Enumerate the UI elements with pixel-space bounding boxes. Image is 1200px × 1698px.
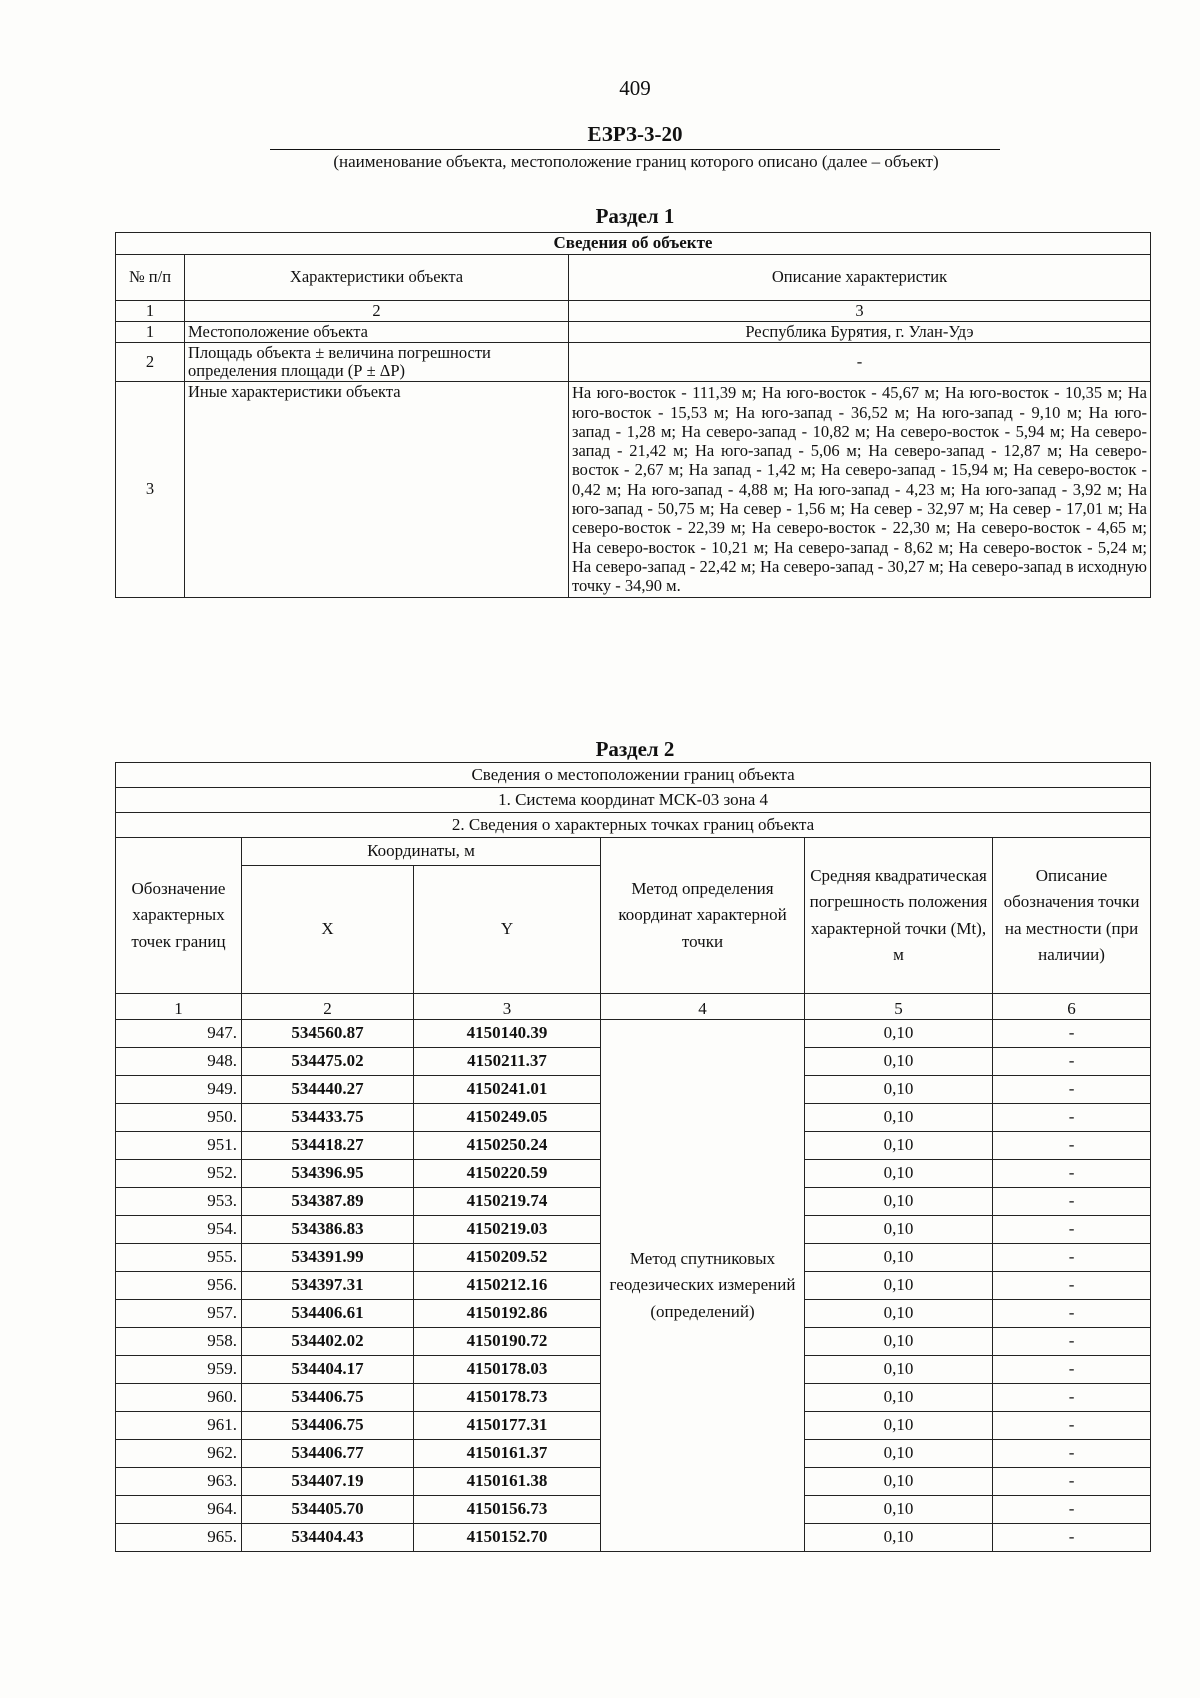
col-header-number: № п/п [116, 254, 185, 300]
point-description: - [993, 1356, 1151, 1384]
point-id: 956. [116, 1272, 242, 1300]
col-number: 1 [116, 300, 185, 321]
point-description: - [993, 1020, 1151, 1048]
point-description: - [993, 1244, 1151, 1272]
point-id: 947. [116, 1020, 242, 1048]
point-accuracy: 0,10 [805, 1020, 993, 1048]
point-y: 4150250.24 [414, 1132, 601, 1160]
point-y: 4150209.52 [414, 1244, 601, 1272]
point-y: 4150161.37 [414, 1440, 601, 1468]
point-x: 534406.75 [242, 1412, 414, 1440]
object-info-table [115, 232, 1151, 598]
point-x: 534397.31 [242, 1272, 414, 1300]
point-x: 534560.87 [242, 1020, 414, 1048]
col-number: 2 [185, 300, 569, 321]
col-header-characteristics: Характеристики объекта [185, 254, 569, 300]
point-description: - [993, 1524, 1151, 1552]
col-number: 6 [993, 994, 1151, 1020]
section-2-title: Раздел 2 [595, 737, 675, 761]
point-x: 534391.99 [242, 1244, 414, 1272]
point-y: 4150219.74 [414, 1188, 601, 1216]
col-header-description: Описание характеристик [569, 254, 1151, 300]
point-x: 534404.17 [242, 1356, 414, 1384]
point-accuracy: 0,10 [805, 1104, 993, 1132]
point-description: - [993, 1048, 1151, 1076]
point-x: 534386.83 [242, 1216, 414, 1244]
point-description: - [993, 1076, 1151, 1104]
point-y: 4150249.05 [414, 1104, 601, 1132]
point-id: 962. [116, 1440, 242, 1468]
col-number: 4 [601, 994, 805, 1020]
info-line: Сведения о местоположении границ объекта [116, 763, 1151, 788]
point-description: - [993, 1188, 1151, 1216]
point-x: 534440.27 [242, 1076, 414, 1104]
header-point-designation: Обозначение характерных точек границ [116, 838, 242, 994]
point-description: - [993, 1104, 1151, 1132]
point-accuracy: 0,10 [805, 1356, 993, 1384]
table-row [116, 321, 1151, 342]
boundary-points-table [115, 762, 1151, 1552]
point-accuracy: 0,10 [805, 1412, 993, 1440]
point-y: 4150212.16 [414, 1272, 601, 1300]
point-accuracy: 0,10 [805, 1468, 993, 1496]
point-x: 534387.89 [242, 1188, 414, 1216]
point-description: - [993, 1496, 1151, 1524]
table-title: Сведения об объекте [116, 233, 1151, 255]
header-coordinates: Координаты, м [242, 838, 601, 866]
point-x: 534405.70 [242, 1496, 414, 1524]
point-description: - [993, 1412, 1151, 1440]
point-accuracy: 0,10 [805, 1300, 993, 1328]
point-id: 964. [116, 1496, 242, 1524]
point-y: 4150211.37 [414, 1048, 601, 1076]
row-number: 1 [116, 321, 185, 342]
header-y: Y [414, 866, 601, 994]
point-id: 958. [116, 1328, 242, 1356]
point-x: 534475.02 [242, 1048, 414, 1076]
point-y: 4150177.31 [414, 1412, 601, 1440]
col-number: 5 [805, 994, 993, 1020]
point-id: 953. [116, 1188, 242, 1216]
col-number: 3 [569, 300, 1151, 321]
point-id: 949. [116, 1076, 242, 1104]
point-description: - [993, 1468, 1151, 1496]
point-description: - [993, 1440, 1151, 1468]
point-description: - [993, 1384, 1151, 1412]
point-id: 952. [116, 1160, 242, 1188]
point-description: - [993, 1216, 1151, 1244]
point-x: 534418.27 [242, 1132, 414, 1160]
row-number: 3 [116, 382, 185, 597]
header-method: Метод определения координат характерной точки [601, 838, 805, 994]
row-name: Местоположение объекта [185, 321, 569, 342]
point-y: 4150178.73 [414, 1384, 601, 1412]
point-id: 954. [116, 1216, 242, 1244]
point-accuracy: 0,10 [805, 1160, 993, 1188]
point-y: 4150140.39 [414, 1020, 601, 1048]
row-number: 2 [116, 342, 185, 381]
point-accuracy: 0,10 [805, 1216, 993, 1244]
point-accuracy: 0,10 [805, 1048, 993, 1076]
point-x: 534407.19 [242, 1468, 414, 1496]
point-x: 534404.43 [242, 1524, 414, 1552]
point-x: 534406.61 [242, 1300, 414, 1328]
header-x: X [242, 866, 414, 994]
point-id: 955. [116, 1244, 242, 1272]
point-accuracy: 0,10 [805, 1524, 993, 1552]
point-description: - [993, 1160, 1151, 1188]
point-id: 965. [116, 1524, 242, 1552]
point-description: - [993, 1328, 1151, 1356]
point-y: 4150156.73 [414, 1496, 601, 1524]
section-1-title: Раздел 1 [595, 204, 675, 228]
point-y: 4150219.03 [414, 1216, 601, 1244]
header-description: Описание обозначения точки на местности (при наличии) [993, 838, 1151, 994]
point-id: 950. [116, 1104, 242, 1132]
table-row [116, 342, 1151, 381]
page-number: 409 [619, 76, 651, 100]
point-description: - [993, 1300, 1151, 1328]
point-accuracy: 0,10 [805, 1272, 993, 1300]
object-caption: (наименование объекта, местоположение границ которого описано (далее – объект) [333, 152, 939, 171]
point-id: 961. [116, 1412, 242, 1440]
row-name: Площадь объекта ± величина погрешности определения площади (Р ± ΔР) [185, 342, 569, 381]
point-x: 534396.95 [242, 1160, 414, 1188]
point-x: 534406.77 [242, 1440, 414, 1468]
point-description: - [993, 1272, 1151, 1300]
point-y: 4150220.59 [414, 1160, 601, 1188]
row-value: - [569, 342, 1151, 381]
point-x: 534406.75 [242, 1384, 414, 1412]
point-y: 4150241.01 [414, 1076, 601, 1104]
point-x: 534402.02 [242, 1328, 414, 1356]
point-x: 534433.75 [242, 1104, 414, 1132]
point-accuracy: 0,10 [805, 1188, 993, 1216]
point-description: - [993, 1132, 1151, 1160]
point-accuracy: 0,10 [805, 1384, 993, 1412]
method-value: Метод спутниковых геодезических измерений (определений) [601, 1020, 805, 1552]
point-y: 4150178.03 [414, 1356, 601, 1384]
point-accuracy: 0,10 [805, 1328, 993, 1356]
row-value: На юго-восток - 111,39 м; На юго-восток - 45,67 м; На юго-восток - 10,35 м; На юго-восток - 15,53 м; На юго-запад - 36,52 м; На юго-запад - 9,10 м; На юго-запад - 1,28 м; На северо-запад - 10,82 м; На северо-восток - 5,94 м; На северо-запад - 21,42 м; На юго-запад - 5,06 м; На северо-запад - 12,87 м; На северо-восток - 2,67 м; На запад - 1,42 м; На северо-запад - 15,94 м; На северо-восток - 0,42 м; На юго-запад - 4,88 м; На юго-запад - 4,23 м; На юго-запад - 3,92 м; На юго-запад - 50,75 м; На север - 1,56 м; На север - 32,97 м; На север - 17,01 м; На северо-восток - 22,39 м; На северо-восток - 22,30 м; На северо-восток - 4,65 м; На северо-восток - 10,21 м; На северо-запад - 8,62 м; На северо-восток - 5,24 м; На северо-запад - 22,42 м; На северо-запад - 30,27 м; На северо-запад в исходную точку - 34,90 м. [569, 382, 1151, 597]
point-id: 960. [116, 1384, 242, 1412]
point-id: 957. [116, 1300, 242, 1328]
header-accuracy: Средняя квадратическая погрешность положения характерной точки (Мt), м [805, 838, 993, 994]
point-y: 4150192.86 [414, 1300, 601, 1328]
col-number: 1 [116, 994, 242, 1020]
point-y: 4150190.72 [414, 1328, 601, 1356]
point-accuracy: 0,10 [805, 1440, 993, 1468]
point-id: 959. [116, 1356, 242, 1384]
point-y: 4150152.70 [414, 1524, 601, 1552]
table-row [116, 382, 1151, 597]
point-accuracy: 0,10 [805, 1076, 993, 1104]
point-id: 951. [116, 1132, 242, 1160]
point-y: 4150161.38 [414, 1468, 601, 1496]
point-accuracy: 0,10 [805, 1244, 993, 1272]
col-number: 3 [414, 994, 601, 1020]
row-name: Иные характеристики объекта [185, 382, 569, 597]
info-line: 2. Сведения о характерных точках границ объекта [116, 813, 1151, 838]
table-row [116, 1020, 1151, 1048]
col-number: 2 [242, 994, 414, 1020]
point-accuracy: 0,10 [805, 1496, 993, 1524]
point-accuracy: 0,10 [805, 1132, 993, 1160]
object-name: ЕЗРЗ-3-20 [270, 122, 1000, 150]
info-line: 1. Система координат МСК-03 зона 4 [116, 788, 1151, 813]
point-id: 948. [116, 1048, 242, 1076]
row-value: Республика Бурятия, г. Улан-Удэ [569, 321, 1151, 342]
point-id: 963. [116, 1468, 242, 1496]
